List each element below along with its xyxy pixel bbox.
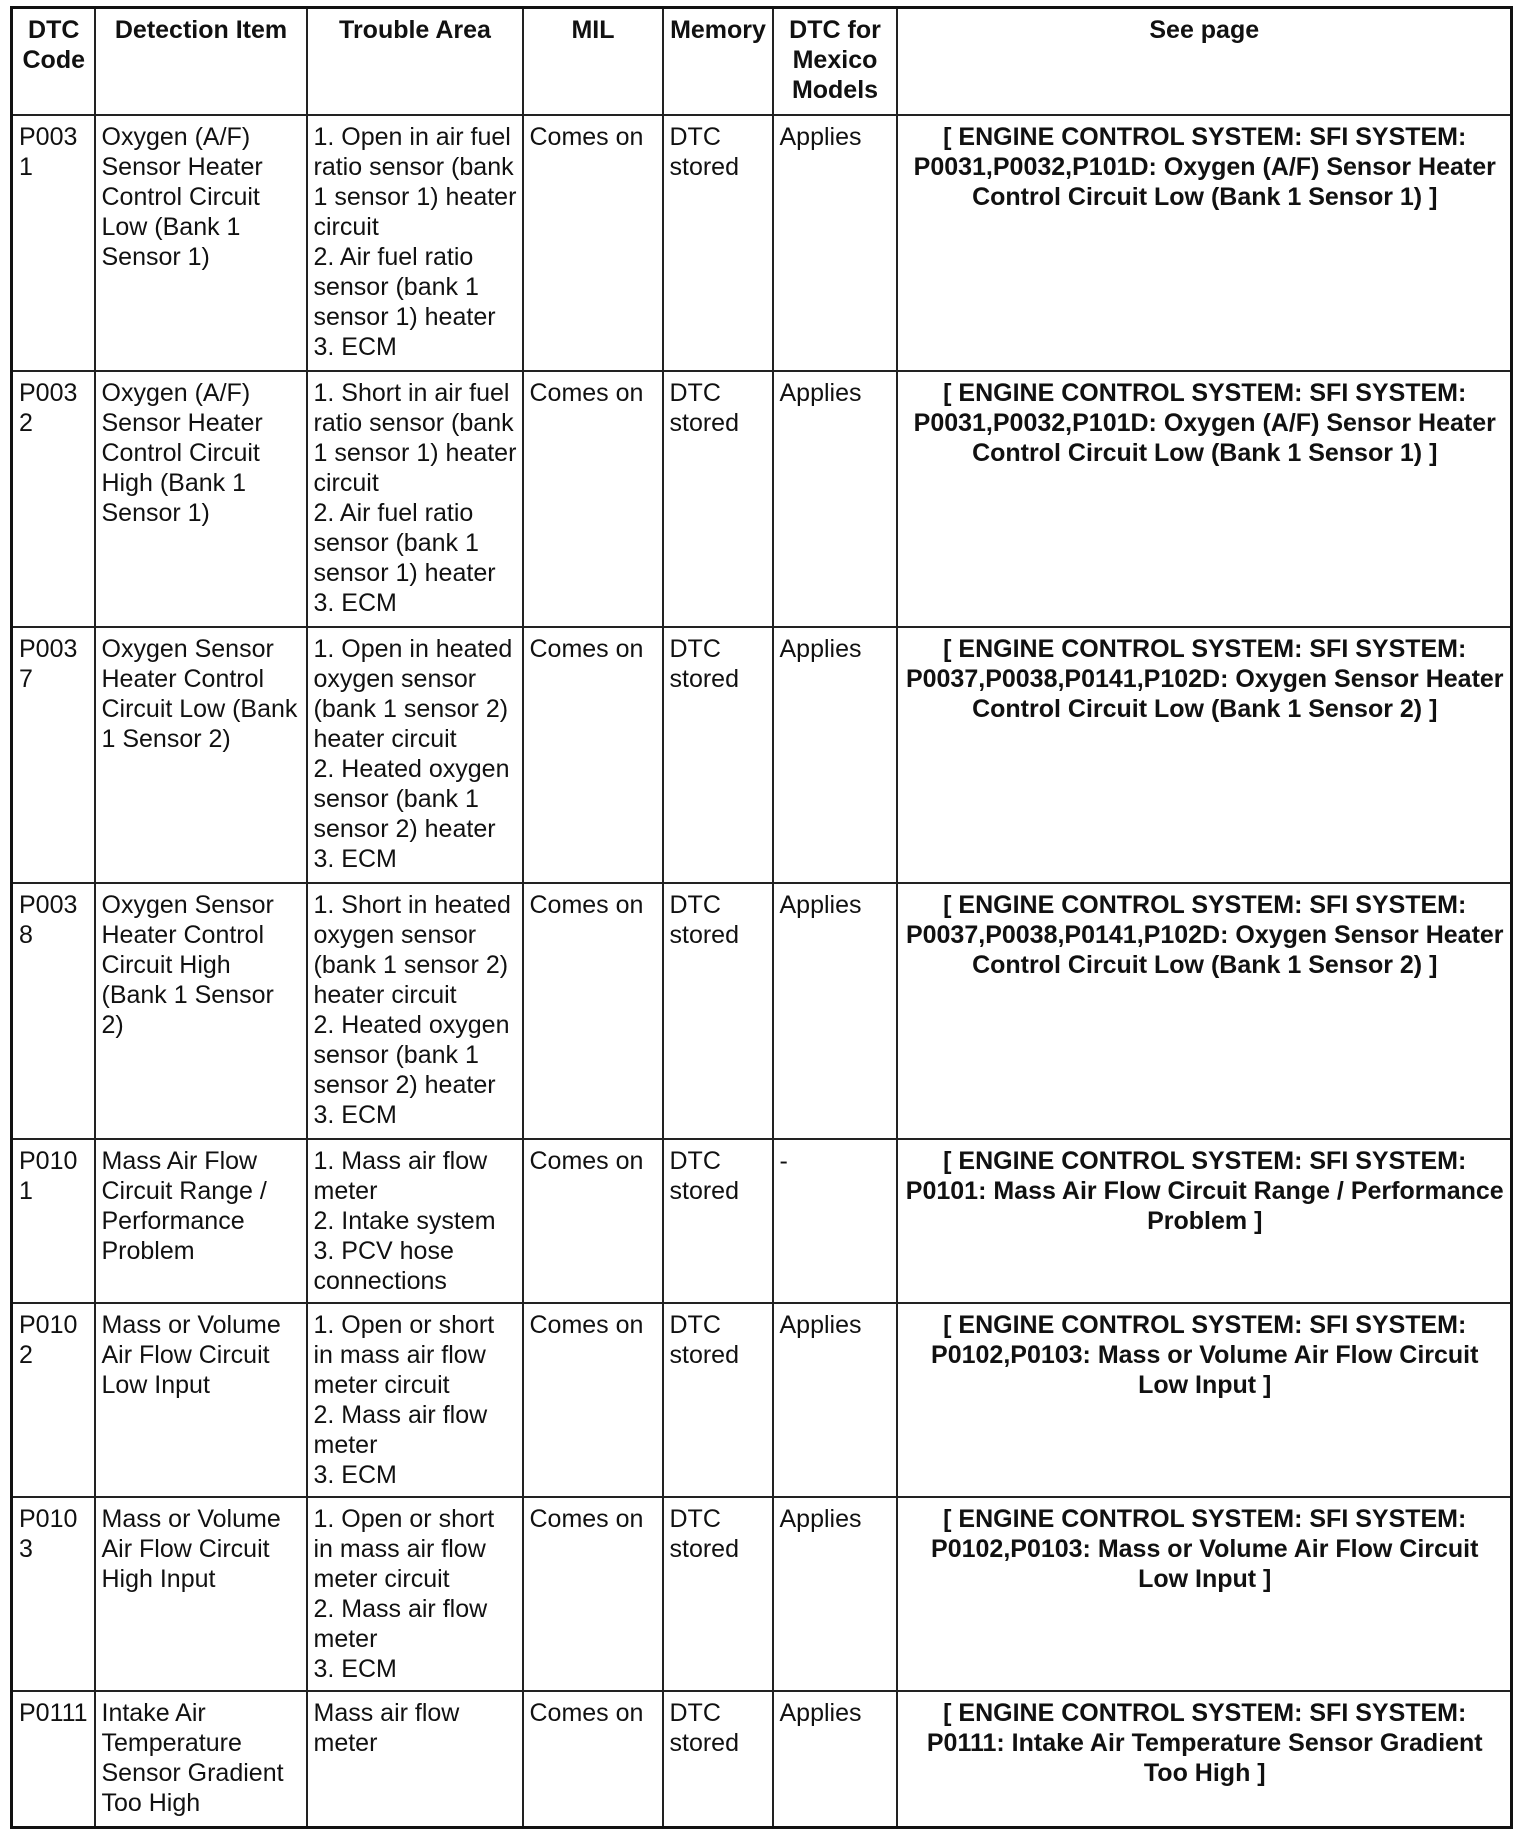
mil-status: Comes on <box>523 883 663 1139</box>
mil-status: Comes on <box>523 627 663 883</box>
trouble-item: 1. Short in heated oxygen sensor (bank 1 sensor 2) heater circuit <box>313 891 511 1009</box>
memory-status: DTC stored <box>663 115 773 371</box>
dtc-code: P0038 <box>12 883 95 1139</box>
header-dtc-code: DTC Code <box>12 8 95 116</box>
see-page-link[interactable]: [ ENGINE CONTROL SYSTEM: SFI SYSTEM: P0031,P0032,P101D: Oxygen (A/F) Sensor Heater Control Circuit Low (Bank 1 Sensor 1) ] <box>897 371 1512 627</box>
detection-item: Mass Air Flow Circuit Range / Performance Problem <box>95 1139 307 1303</box>
see-page-link[interactable]: [ ENGINE CONTROL SYSTEM: SFI SYSTEM: P0031,P0032,P101D: Oxygen (A/F) Sensor Heater Control Circuit Low (Bank 1 Sensor 1) ] <box>897 115 1512 371</box>
table-row <box>12 883 1512 1139</box>
see-page-link[interactable]: [ ENGINE CONTROL SYSTEM: SFI SYSTEM: P0037,P0038,P0141,P102D: Oxygen Sensor Heater Control Circuit Low (Bank 1 Sensor 2) ] <box>897 627 1512 883</box>
trouble-area <box>307 1497 523 1691</box>
mexico-applicability: Applies <box>773 1691 897 1828</box>
dtc-code: P0031 <box>12 115 95 371</box>
detection-item: Intake Air Temperature Sensor Gradient Too High <box>95 1691 307 1828</box>
mexico-applicability: Applies <box>773 1497 897 1691</box>
table-row <box>12 1139 1512 1303</box>
table-row <box>12 627 1512 883</box>
trouble-item: 2. Mass air flow meter <box>313 1595 488 1653</box>
trouble-item: 1. Mass air flow meter <box>313 1147 488 1205</box>
detection-item: Oxygen (A/F) Sensor Heater Control Circuit Low (Bank 1 Sensor 1) <box>95 115 307 371</box>
memory-status: DTC stored <box>663 883 773 1139</box>
see-page-link[interactable]: [ ENGINE CONTROL SYSTEM: SFI SYSTEM: P0102,P0103: Mass or Volume Air Flow Circuit Low Input ] <box>897 1303 1512 1497</box>
mil-status: Comes on <box>523 115 663 371</box>
header-see-page: See page <box>897 8 1512 116</box>
dtc-code: P0111 <box>12 1691 95 1828</box>
trouble-item: 1. Open or short in mass air flow meter circuit <box>313 1311 495 1399</box>
trouble-item: 2. Heated oxygen sensor (bank 1 sensor 2) heater <box>313 755 510 843</box>
trouble-item: 3. ECM <box>313 845 397 873</box>
mil-status: Comes on <box>523 1497 663 1691</box>
trouble-item: 2. Mass air flow meter <box>313 1401 488 1459</box>
header-trouble-area: Trouble Area <box>307 8 523 116</box>
trouble-item: 3. ECM <box>313 1655 397 1683</box>
trouble-item: 2. Heated oxygen sensor (bank 1 sensor 2) heater <box>313 1011 510 1099</box>
trouble-item: 2. Intake system <box>313 1207 496 1235</box>
mil-status: Comes on <box>523 371 663 627</box>
table-row <box>12 1691 1512 1828</box>
detection-item: Oxygen Sensor Heater Control Circuit High (Bank 1 Sensor 2) <box>95 883 307 1139</box>
dtc-code: P0103 <box>12 1497 95 1691</box>
mexico-applicability: Applies <box>773 115 897 371</box>
memory-status: DTC stored <box>663 627 773 883</box>
see-page-link[interactable]: [ ENGINE CONTROL SYSTEM: SFI SYSTEM: P0111: Intake Air Temperature Sensor Gradient Too High ] <box>897 1691 1512 1828</box>
mexico-applicability: Applies <box>773 883 897 1139</box>
trouble-item: Mass air flow meter <box>313 1699 460 1757</box>
trouble-item: 1. Open or short in mass air flow meter circuit <box>313 1505 495 1593</box>
trouble-area <box>307 627 523 883</box>
mil-status: Comes on <box>523 1139 663 1303</box>
trouble-item: 3. ECM <box>313 1101 397 1129</box>
see-page-link[interactable]: [ ENGINE CONTROL SYSTEM: SFI SYSTEM: P0037,P0038,P0141,P102D: Oxygen Sensor Heater Control Circuit Low (Bank 1 Sensor 2) ] <box>897 883 1512 1139</box>
header-mexico-models: DTC for Mexico Models <box>773 8 897 116</box>
detection-item: Mass or Volume Air Flow Circuit High Input <box>95 1497 307 1691</box>
trouble-area <box>307 115 523 371</box>
detection-item: Oxygen (A/F) Sensor Heater Control Circuit High (Bank 1 Sensor 1) <box>95 371 307 627</box>
header-memory: Memory <box>663 8 773 116</box>
dtc-code: P0037 <box>12 627 95 883</box>
mexico-applicability: Applies <box>773 627 897 883</box>
dtc-table <box>10 6 1513 1829</box>
trouble-area <box>307 1691 523 1828</box>
trouble-area <box>307 1303 523 1497</box>
trouble-item: 1. Open in air fuel ratio sensor (bank 1 sensor 1) heater circuit <box>313 123 517 241</box>
see-page-link[interactable]: [ ENGINE CONTROL SYSTEM: SFI SYSTEM: P0101: Mass Air Flow Circuit Range / Performance Problem ] <box>897 1139 1512 1303</box>
trouble-area <box>307 371 523 627</box>
mexico-applicability: Applies <box>773 371 897 627</box>
detection-item: Mass or Volume Air Flow Circuit Low Input <box>95 1303 307 1497</box>
trouble-item: 1. Open in heated oxygen sensor (bank 1 sensor 2) heater circuit <box>313 635 513 753</box>
memory-status: DTC stored <box>663 1303 773 1497</box>
trouble-area <box>307 1139 523 1303</box>
table-row <box>12 1497 1512 1691</box>
mexico-applicability: Applies <box>773 1303 897 1497</box>
dtc-code: P0032 <box>12 371 95 627</box>
memory-status: DTC stored <box>663 1497 773 1691</box>
header-detection-item: Detection Item <box>95 8 307 116</box>
header-mil: MIL <box>523 8 663 116</box>
trouble-item: 2. Air fuel ratio sensor (bank 1 sensor 1) heater <box>313 499 496 587</box>
dtc-code: P0101 <box>12 1139 95 1303</box>
trouble-area <box>307 883 523 1139</box>
memory-status: DTC stored <box>663 1691 773 1828</box>
detection-item: Oxygen Sensor Heater Control Circuit Low (Bank 1 Sensor 2) <box>95 627 307 883</box>
mexico-applicability: - <box>773 1139 897 1303</box>
table-row <box>12 1303 1512 1497</box>
see-page-link[interactable]: [ ENGINE CONTROL SYSTEM: SFI SYSTEM: P0102,P0103: Mass or Volume Air Flow Circuit Low Input ] <box>897 1497 1512 1691</box>
trouble-item: 3. PCV hose connections <box>313 1237 454 1295</box>
memory-status: DTC stored <box>663 1139 773 1303</box>
trouble-item: 3. ECM <box>313 1461 397 1489</box>
mil-status: Comes on <box>523 1303 663 1497</box>
mil-status: Comes on <box>523 1691 663 1828</box>
trouble-item: 3. ECM <box>313 589 397 617</box>
trouble-item: 2. Air fuel ratio sensor (bank 1 sensor 1) heater <box>313 243 496 331</box>
table-row <box>12 371 1512 627</box>
trouble-item: 1. Short in air fuel ratio sensor (bank 1 sensor 1) heater circuit <box>313 379 517 497</box>
header-row <box>12 8 1512 116</box>
memory-status: DTC stored <box>663 371 773 627</box>
table-row <box>12 115 1512 371</box>
dtc-code: P0102 <box>12 1303 95 1497</box>
trouble-item: 3. ECM <box>313 333 397 361</box>
